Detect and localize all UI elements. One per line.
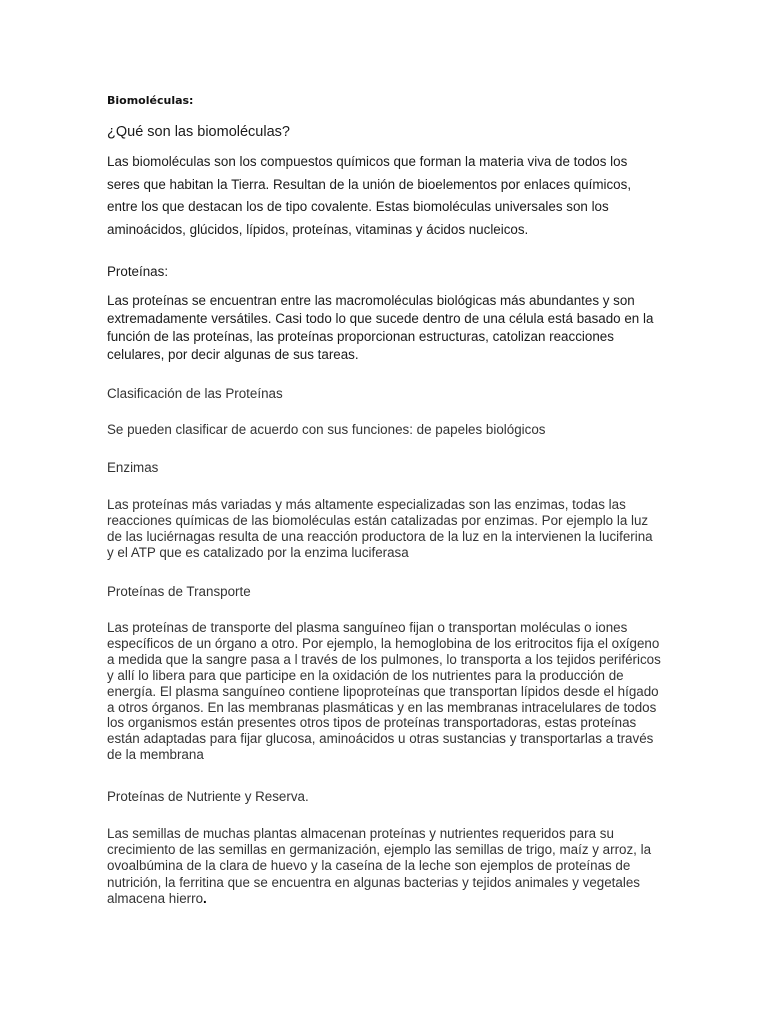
nutriente-text: Las semillas de muchas plantas almacenan proteínas y nutrientes requeridos para su crecimiento de las semillas en germanización, ejemplo las semillas de trigo, maíz y arroz, la ovoalbúmina de la clara de huevo y la caseína de la leche son ejemplos de proteínas de nutrición, la ferritina que se encuentra en algunas bacterias y tejidos animales y vegetales almacena hierro xyxy=(107,826,652,906)
transporte-heading: Proteínas de Transporte xyxy=(107,584,251,599)
final-period: . xyxy=(203,890,207,906)
enzimas-heading: Enzimas xyxy=(107,460,159,475)
clasificacion-heading: Clasificación de las Proteínas xyxy=(107,386,283,401)
nutriente-paragraph xyxy=(107,826,663,907)
proteinas-paragraph: Las proteínas se encuentran entre las macromoléculas biológicas más abundantes y son extremadamente versátiles. Casi todo lo que sucede dentro de una célula está basado en la función de las proteínas, las proteínas proporcionan estructuras, catolizan reacciones celulares, por decir algunas de sus tareas. xyxy=(107,293,654,362)
intro-paragraph: Las biomoléculas son los compuestos químicos que forman la materia viva de todos los seres que habitan la Tierra. Resultan de la unión de bioelementos por enlaces químicos, entre los que destacan los de tipo covalente. Estas biomoléculas universales son los aminoácidos, glúcidos, lípidos, proteínas, vitaminas y ácidos nucleicos. xyxy=(107,154,632,237)
transporte-paragraph: Las proteínas de transporte del plasma sanguíneo fijan o transportan moléculas o iones específicos de un órgano a otro. Por ejemplo, la hemoglobina de los eritrocitos fija el oxígeno a medida que la sangre pasa a l través de los pulmones, lo transporta a los tejidos periféricos y allí lo libera para que participe en la oxidación de los nutrientes para la producción de energía. El plasma sanguíneo contiene lipoproteínas que transportan lípidos desde el hígado a otros órganos. En las membranas plasmáticas y en las membranas intracelulares de todos los organismos están presentes otros tipos de proteínas transportadoras, estas proteínas están adaptadas para fijar glucosa, aminoácidos u otras sustancias y transportarlas a través de la membrana xyxy=(107,620,661,763)
question-heading: ¿Qué son las biomoléculas? xyxy=(107,124,290,140)
document-title: Biomoléculas: xyxy=(107,94,194,107)
clasificacion-paragraph: Se pueden clasificar de acuerdo con sus funciones: de papeles biológicos xyxy=(107,422,546,437)
proteinas-heading: Proteínas: xyxy=(107,264,169,279)
nutriente-heading: Proteínas de Nutriente y Reserva. xyxy=(107,789,309,804)
enzimas-paragraph: Las proteínas más variadas y más altamente especializadas son las enzimas, todas las reacciones químicas de las biomoléculas están catalizadas por enzimas. Por ejemplo la luz de las luciérnagas resulta de una reacción productora de la luz en la intervienen la luciferina y el ATP que es catalizado por la enzima luciferasa xyxy=(107,497,653,560)
